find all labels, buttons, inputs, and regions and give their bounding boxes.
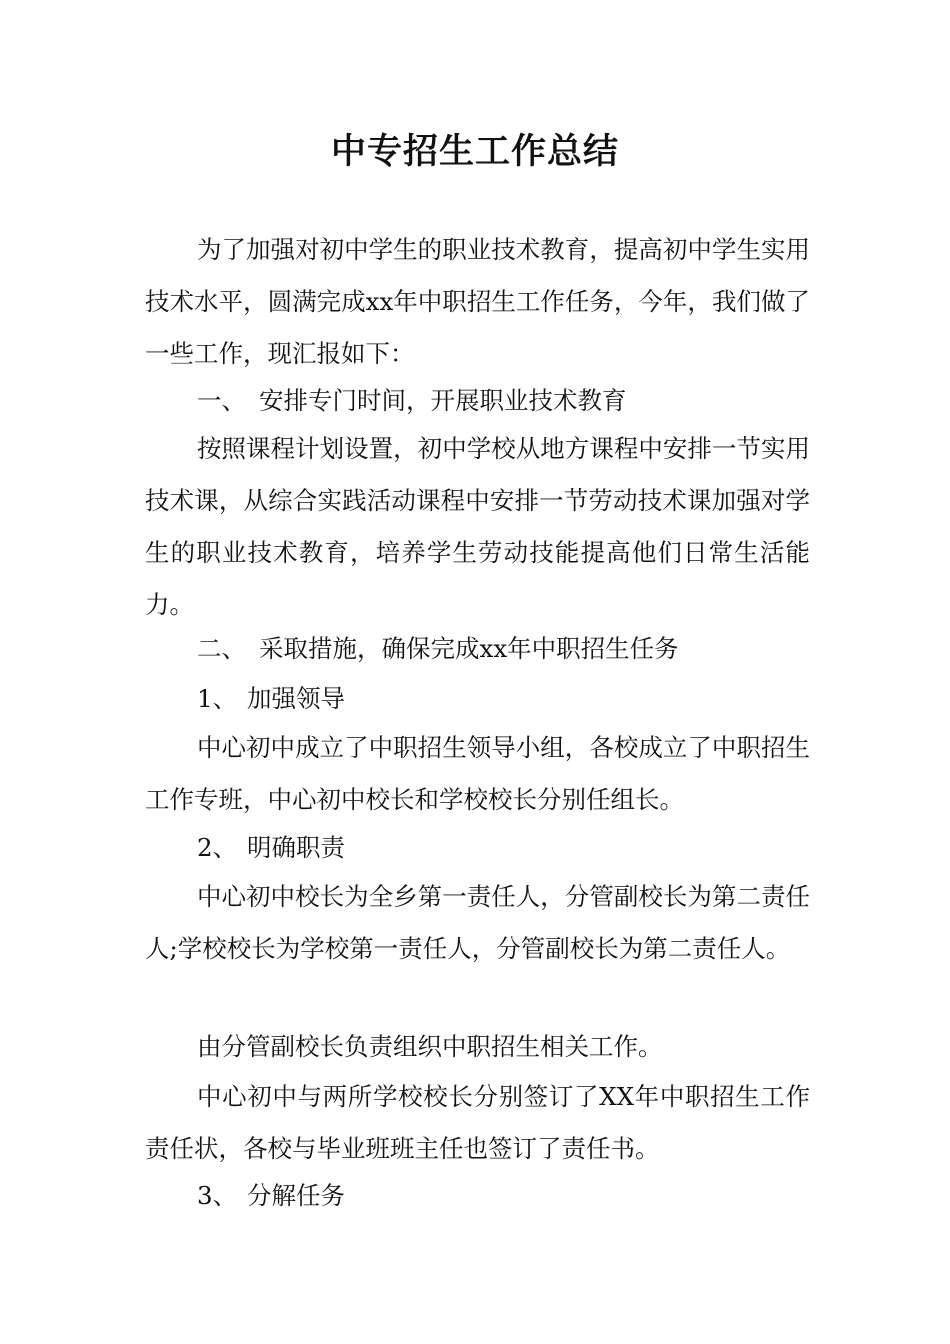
item-2-body-2: 由分管副校长负责组织中职招生相关工作。 [197, 1032, 663, 1061]
intro-paragraph: 为了加强对初中学生的职业技术教育，提高初中学生实用技术水平，圆满完成xx年中职招生工作任务，今年，我们做了一些工作，现汇报如下： [145, 235, 810, 368]
section-2-heading [197, 623, 679, 675]
item-2-body-3: 中心初中与两所学校校长分别签订了XX年中职招生工作责任状，各校与毕业班班主任也签订了责任书。 [145, 1082, 810, 1163]
section-2-heading-text: 采取措施，确保完成xx年中职招生任务 [259, 634, 679, 663]
item-1-heading-text: 加强领导 [247, 684, 345, 713]
section-1-number: 一、 [197, 386, 246, 415]
item-2-body-1: 中心初中校长为全乡第一责任人，分管副校长为第二责任人;学校校长为学校第一责任人，分管副校长为第二责任人。 [145, 882, 810, 963]
item-1-heading [197, 673, 345, 725]
item-3-number: 3、 [197, 1181, 238, 1210]
document-title: 中专招生工作总结 [330, 131, 619, 172]
section-2-number: 二、 [197, 634, 246, 663]
item-3-heading [197, 1170, 345, 1222]
item-3-heading-text: 分解任务 [247, 1181, 345, 1210]
item-2-heading [197, 822, 345, 874]
section-1-body: 按照课程计划设置，初中学校从地方课程中安排一节实用技术课，从综合实践活动课程中安排一节劳动技术课加强对学生的职业技术教育，培养学生劳动技能提高他们日常生活能力。 [145, 434, 810, 619]
item-2-number: 2、 [197, 833, 238, 862]
section-1-heading [197, 375, 627, 427]
item-1-number: 1、 [197, 684, 238, 713]
section-1-heading-text: 安排专门时间，开展职业技术教育 [259, 386, 627, 415]
item-2-heading-text: 明确职责 [247, 833, 345, 862]
item-1-body: 中心初中成立了中职招生领导小组，各校成立了中职招生工作专班，中心初中校长和学校校长分别任组长。 [145, 733, 810, 814]
